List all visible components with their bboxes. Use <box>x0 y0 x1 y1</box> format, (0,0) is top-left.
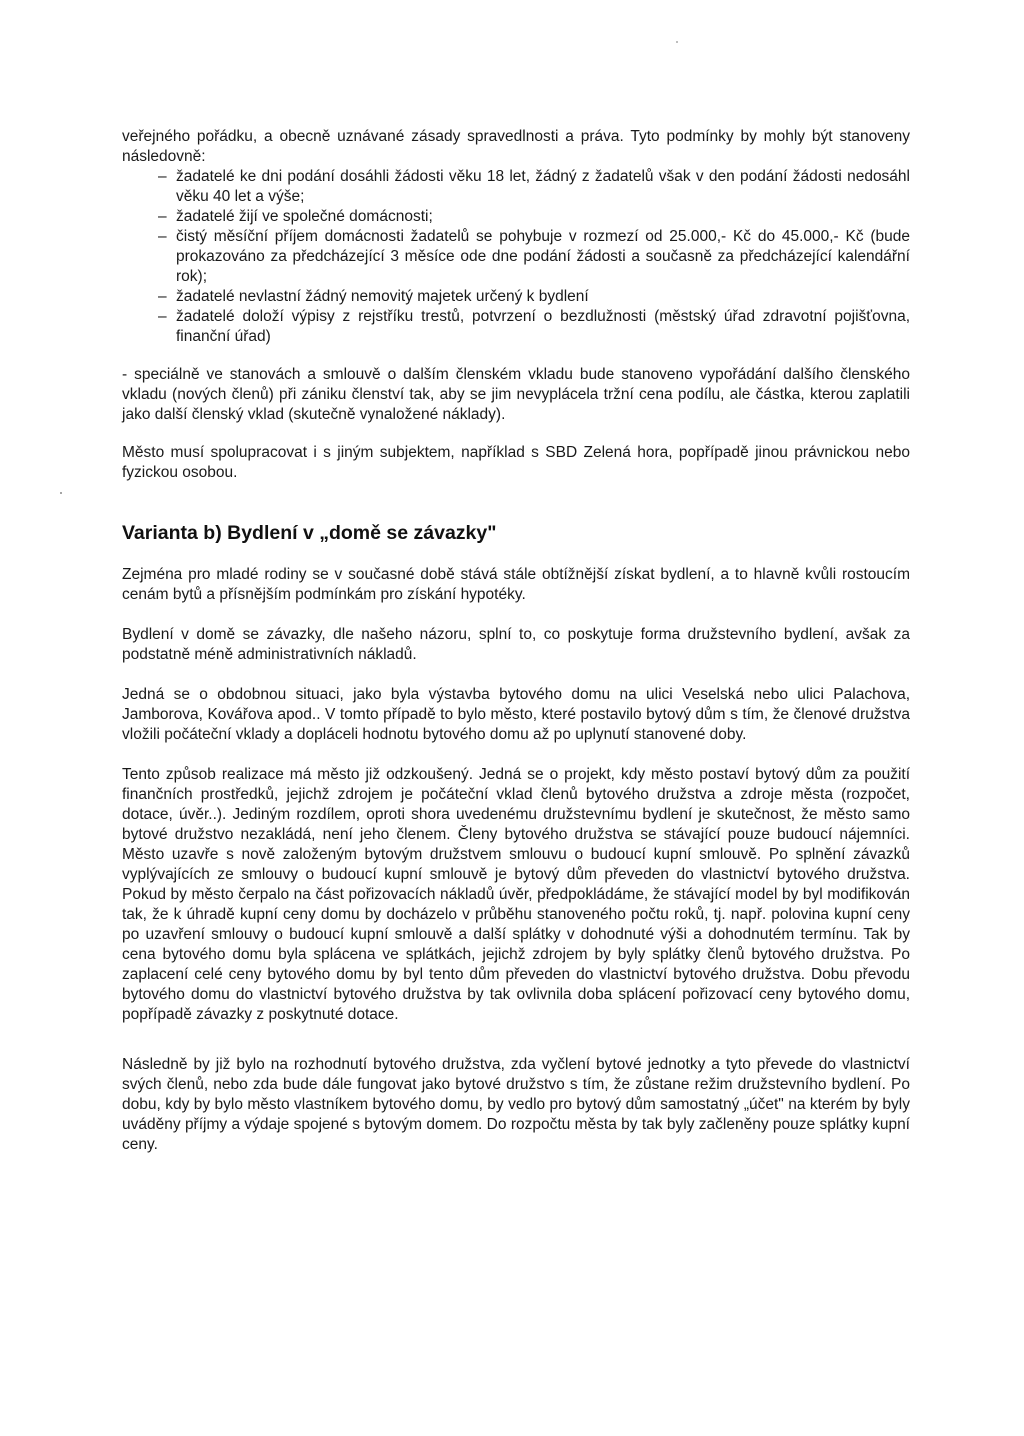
dash-bullet: – <box>158 288 167 305</box>
cooperation-paragraph: Město musí spolupracovat i s jiným subjektem, například s SBD Zelená hora, popřípadě jinou právnickou nebo fyzickou osobou. <box>122 444 910 481</box>
dash-bullet: – <box>158 168 167 185</box>
dash-bullet: – <box>158 228 167 245</box>
list-item: – žadatelé ke dni podání dosáhli žádosti věku 18 let, žádný z žadatelů však v den podání žádosti nedosáhl věku 40 let a výše; <box>158 168 910 205</box>
dash-bullet: – <box>158 208 167 225</box>
section-paragraph: Zejména pro mladé rodiny se v současné době stává stále obtížnější získat bydlení, a to hlavně kvůli rostoucím cenám bytů a přísnějším podmínkám pro získání hypotéky. <box>122 566 910 603</box>
list-item: – žadatelé nevlastní žádný nemovitý majetek určený k bydlení <box>158 288 589 305</box>
conditions-list <box>122 167 910 347</box>
section-paragraph: Bydlení v domě se závazky, dle našeho názoru, splní to, co poskytuje forma družstevního bydlení, avšak za podstatně méně administrativních nákladů. <box>122 626 910 663</box>
dash-bullet: – <box>158 308 167 325</box>
section-paragraph: Tento způsob realizace má město již odzkoušený. Jedná se o projekt, kdy město postaví bytový dům za použití finančních prostředků, jejichž zdrojem je počáteční vklad členů bytového družstva a zdroje města (rozpočet, dotace, úvěr..). Jediným rozdílem, oproti shora uvedenému družstevnímu bydlení je skutečnost, že město samo bytové družstvo nezakládá, není jeho členem. Členy bytového družstva se stávající pouze budoucí nájemníci. Město uzavře s nově založeným bytovým družstvem smlouvu o budoucí kupní smlouvě. Po splnění závazků vyplývajících ze smlouvy o budoucí kupní smlouvě je bytový dům převeden do vlastnictví bytového družstva. Pokud by město čerpalo na část pořizovacích nákladů úvěr, předpokládáme, že stávající model by byl modifikován tak, že k úhradě kupní ceny domu by docházelo v průběhu stanoveného počtu roků, tj. např. polovina kupní ceny po uzavření smlouvy o budoucí kupní smlouvě a další splátky v dohodnuté výši a dohodnutém termínu. Tak by cena bytového domu byla splácena ve splátkách, jejichž zdrojem by byly splátky členů bytového družstva. Po zaplacení celé ceny bytového domu by byl tento dům převeden do vlastnictví bytového družstva. Dobu převodu bytového domu do vlastnictví bytového družstva by tak ovlivnila doba splácení pořizovací ceny bytového domu, popřípadě závazky z poskytnuté dotace. <box>122 766 910 1023</box>
section-paragraph: Jedná se o obdobnou situaci, jako byla výstavba bytového domu na ulici Veselská nebo ulici Palachova, Jamborova, Kovářova apod.. V tomto případě to bylo město, které postavilo bytový dům s tím, že členové družstva vložili počáteční vklady a dopláceli hodnotu bytového domu až po uplynutí stanovené doby. <box>122 686 910 743</box>
scan-speck <box>60 492 62 494</box>
document-body <box>122 127 910 1175</box>
special-paragraph: - speciálně ve stanovách a smlouvě o dalším členském vkladu bude stanoveno vypořádání dalšího členského vkladu (nových členů) při zániku členství tak, aby se jim nevyplácela tržní cena podílu, ale částka, kterou zaplatili jako další členský vklad (skutečně vynaložené náklady). <box>122 366 910 423</box>
scan-speck <box>676 41 678 43</box>
list-item: – žadatelé žijí ve společné domácnosti; <box>158 208 433 225</box>
section-paragraph: Následně by již bylo na rozhodnutí bytového družstva, zda vyčlení bytové jednotky a tyto převede do vlastnictví svých členů, nebo zda bude dále fungovat jako bytové družstvo s tím, že zůstane režim družstevního bydlení. Po dobu, kdy by bylo město vlastníkem bytového domu, by vedlo pro bytový dům samostatný „účet" na kterém by byly uváděny příjmy a výdaje spojené s bytovým domem. Do rozpočtu města by tak byly začleněny pouze splátky kupní ceny. <box>122 1056 910 1153</box>
list-item: – čistý měsíční příjem domácnosti žadatelů se pohybuje v rozmezí od 25.000,- Kč do 45.000,- Kč (bude prokazováno za předcházející 3 měsíce ode dne podání žádosti a současně za předcházející kalendářní rok); <box>158 228 910 285</box>
section-heading: Varianta b) Bydlení v „domě se závazky" <box>122 522 497 544</box>
list-item: – žadatelé doloží výpisy z rejstříku trestů, potvrzení o bezdlužnosti (městský úřad zdravotní pojišťovna, finanční úřad) <box>158 308 910 345</box>
intro-paragraph: veřejného pořádku, a obecně uznávané zásady spravedlnosti a práva. Tyto podmínky by mohly být stanoveny následovně: <box>122 128 910 165</box>
